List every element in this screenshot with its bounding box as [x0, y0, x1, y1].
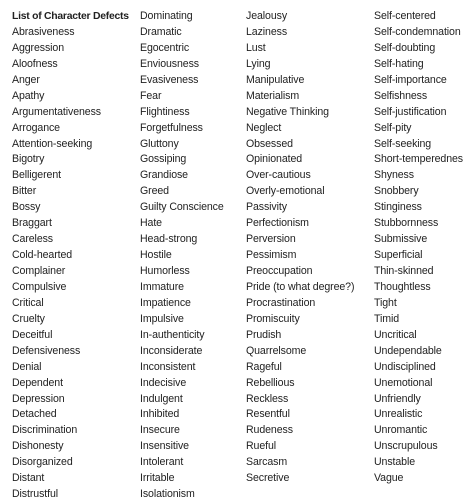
defect-item: Disorganized — [12, 456, 73, 469]
defect-item: Opinionated — [246, 153, 303, 166]
defect-item: Critical — [12, 296, 44, 309]
defect-item: Dramatic — [140, 25, 182, 38]
defect-item: Indecisive — [140, 376, 187, 389]
defect-item: Materialism — [246, 89, 300, 102]
defect-item: Intolerant — [140, 456, 184, 469]
defect-item: Gluttony — [140, 137, 179, 150]
defect-item: Short-temperednes — [374, 153, 463, 166]
defect-item: Discrimination — [12, 424, 78, 437]
defect-item: Self-justification — [374, 105, 447, 118]
defect-item: Irritable — [140, 472, 175, 485]
defect-item: Impulsive — [140, 312, 184, 325]
defect-item: Hate — [140, 217, 162, 230]
defect-item: Undisciplined — [374, 360, 436, 373]
defect-item: Unscrupulous — [374, 440, 438, 453]
defect-item: Bossy — [12, 201, 41, 214]
defect-item: Neglect — [246, 121, 282, 134]
defect-item: Aloofness — [12, 57, 58, 70]
defect-item: In-authenticity — [140, 328, 205, 341]
defect-item: Compulsive — [12, 280, 67, 293]
defect-item: Resentful — [246, 408, 290, 421]
defect-item: Procrastination — [246, 296, 316, 309]
defect-item: Isolationism — [140, 488, 195, 501]
defect-item: Detached — [12, 408, 57, 421]
defect-item: Dependent — [12, 376, 63, 389]
defect-item: Grandiose — [140, 169, 188, 182]
defect-item: Unstable — [374, 456, 416, 469]
defect-item: Dishonesty — [12, 440, 64, 453]
defect-item: Dominating — [140, 10, 193, 22]
defect-item: Rudeness — [246, 424, 293, 437]
defect-item: Complainer — [12, 265, 66, 277]
defect-item: Careless — [12, 233, 54, 246]
defect-item: Insecure — [140, 424, 180, 437]
defect-item: Perfectionism — [246, 217, 309, 230]
defect-item: Argumentativeness — [12, 105, 101, 118]
defect-item: Arrogance — [12, 121, 60, 134]
defect-item: Lust — [246, 41, 266, 54]
defect-item: Self-condemnation — [374, 25, 461, 38]
defect-item: Forgetfulness — [140, 121, 203, 134]
defect-item: Distrustful — [12, 488, 58, 501]
defect-item: Shyness — [374, 169, 414, 182]
defect-item: Unemotional — [374, 376, 433, 389]
defect-item: Cruelty — [12, 312, 45, 325]
defect-item: Enviousness — [140, 57, 199, 70]
defect-item: Stubbornness — [374, 217, 439, 230]
defect-item: Overly-emotional — [246, 185, 325, 198]
defect-item: Preoccupation — [246, 265, 313, 277]
defect-item: Superficial — [374, 249, 423, 262]
defect-item: Egocentric — [140, 41, 190, 54]
defect-item: Perversion — [246, 233, 296, 246]
defect-item: Bitter — [12, 185, 37, 198]
defect-item: Secretive — [246, 472, 290, 485]
defect-item: Apathy — [12, 89, 45, 102]
defect-item: Abrasiveness — [12, 25, 75, 38]
defect-item: Immature — [140, 280, 184, 293]
defect-item: Promiscuity — [246, 312, 300, 325]
defect-item: Braggart — [12, 217, 52, 230]
defect-item: Stinginess — [374, 201, 422, 214]
defect-item: Self-doubting — [374, 41, 436, 54]
defect-item: Inconsiderate — [140, 344, 203, 357]
defect-item: Thoughtless — [374, 280, 431, 293]
list-title: List of Character Defects — [12, 11, 129, 22]
defect-item: Guilty Conscience — [140, 201, 224, 214]
defect-item: Timid — [374, 312, 400, 325]
defect-item: Humorless — [140, 265, 190, 277]
column-3 — [246, 9, 370, 487]
defect-item: Aggression — [12, 41, 64, 54]
defect-item: Unromantic — [374, 424, 428, 437]
defect-item: Self-centered — [374, 10, 436, 22]
defect-item: Evasiveness — [140, 73, 199, 86]
defect-item: Inconsistent — [140, 360, 196, 373]
defect-item: Submissive — [374, 233, 428, 246]
defect-item: Prudish — [246, 328, 282, 341]
defect-item: Jealousy — [246, 10, 288, 22]
defect-item: Bigotry — [12, 153, 45, 166]
defect-item: Gossiping — [140, 153, 187, 166]
defect-item: Distant — [12, 472, 45, 485]
defect-item: Manipulative — [246, 73, 305, 86]
column-4 — [374, 9, 474, 487]
defect-item: Rageful — [246, 360, 282, 373]
defect-item: Greed — [140, 185, 169, 198]
defect-item: Belligerent — [12, 169, 61, 182]
defect-item: Vague — [374, 472, 404, 485]
defect-item: Fear — [140, 89, 162, 102]
defect-item: Rebellious — [246, 376, 295, 389]
defect-item: Pessimism — [246, 249, 297, 262]
defect-item: Attention-seeking — [12, 137, 93, 150]
defect-item: Deceitful — [12, 328, 53, 341]
defect-item: Obsessed — [246, 137, 293, 150]
defect-item: Pride (to what degree?) — [246, 280, 355, 293]
defect-item: Defensiveness — [12, 344, 81, 357]
defect-item: Over-cautious — [246, 169, 311, 182]
column-1 — [12, 9, 132, 503]
defect-item: Head-strong — [140, 233, 198, 246]
defect-item: Hostile — [140, 249, 172, 262]
defect-item: Snobbery — [374, 185, 419, 198]
defect-item: Insensitive — [140, 440, 189, 453]
defect-item: Reckless — [246, 392, 289, 405]
defect-item: Uncritical — [374, 328, 417, 341]
defect-item: Quarrelsome — [246, 344, 307, 357]
column-2 — [140, 9, 246, 503]
defect-item: Self-pity — [374, 121, 412, 134]
defect-item: Laziness — [246, 25, 288, 38]
defect-item: Self-hating — [374, 57, 424, 70]
defect-item: Selfishness — [374, 89, 428, 102]
defect-item: Anger — [12, 73, 40, 86]
defect-item: Depression — [12, 392, 65, 405]
defect-item: Thin-skinned — [374, 265, 434, 277]
defect-item: Self-importance — [374, 73, 447, 86]
defect-item: Indulgent — [140, 392, 183, 405]
defect-item: Inhibited — [140, 408, 180, 421]
defect-item: Tight — [374, 296, 397, 309]
defect-item: Sarcasm — [246, 456, 288, 469]
defect-item: Negative Thinking — [246, 105, 329, 118]
defect-item: Flightiness — [140, 105, 190, 118]
defect-item: Rueful — [246, 440, 277, 453]
defect-item: Cold-hearted — [12, 249, 73, 262]
defect-item: Denial — [12, 360, 42, 373]
defect-item: Lying — [246, 57, 271, 70]
defect-item: Unfriendly — [374, 392, 421, 405]
defect-item: Self-seeking — [374, 137, 432, 150]
defect-item: Passivity — [246, 201, 287, 214]
defect-item: Unrealistic — [374, 408, 423, 421]
defect-item: Impatience — [140, 296, 191, 309]
defect-item: Undependable — [374, 344, 442, 357]
